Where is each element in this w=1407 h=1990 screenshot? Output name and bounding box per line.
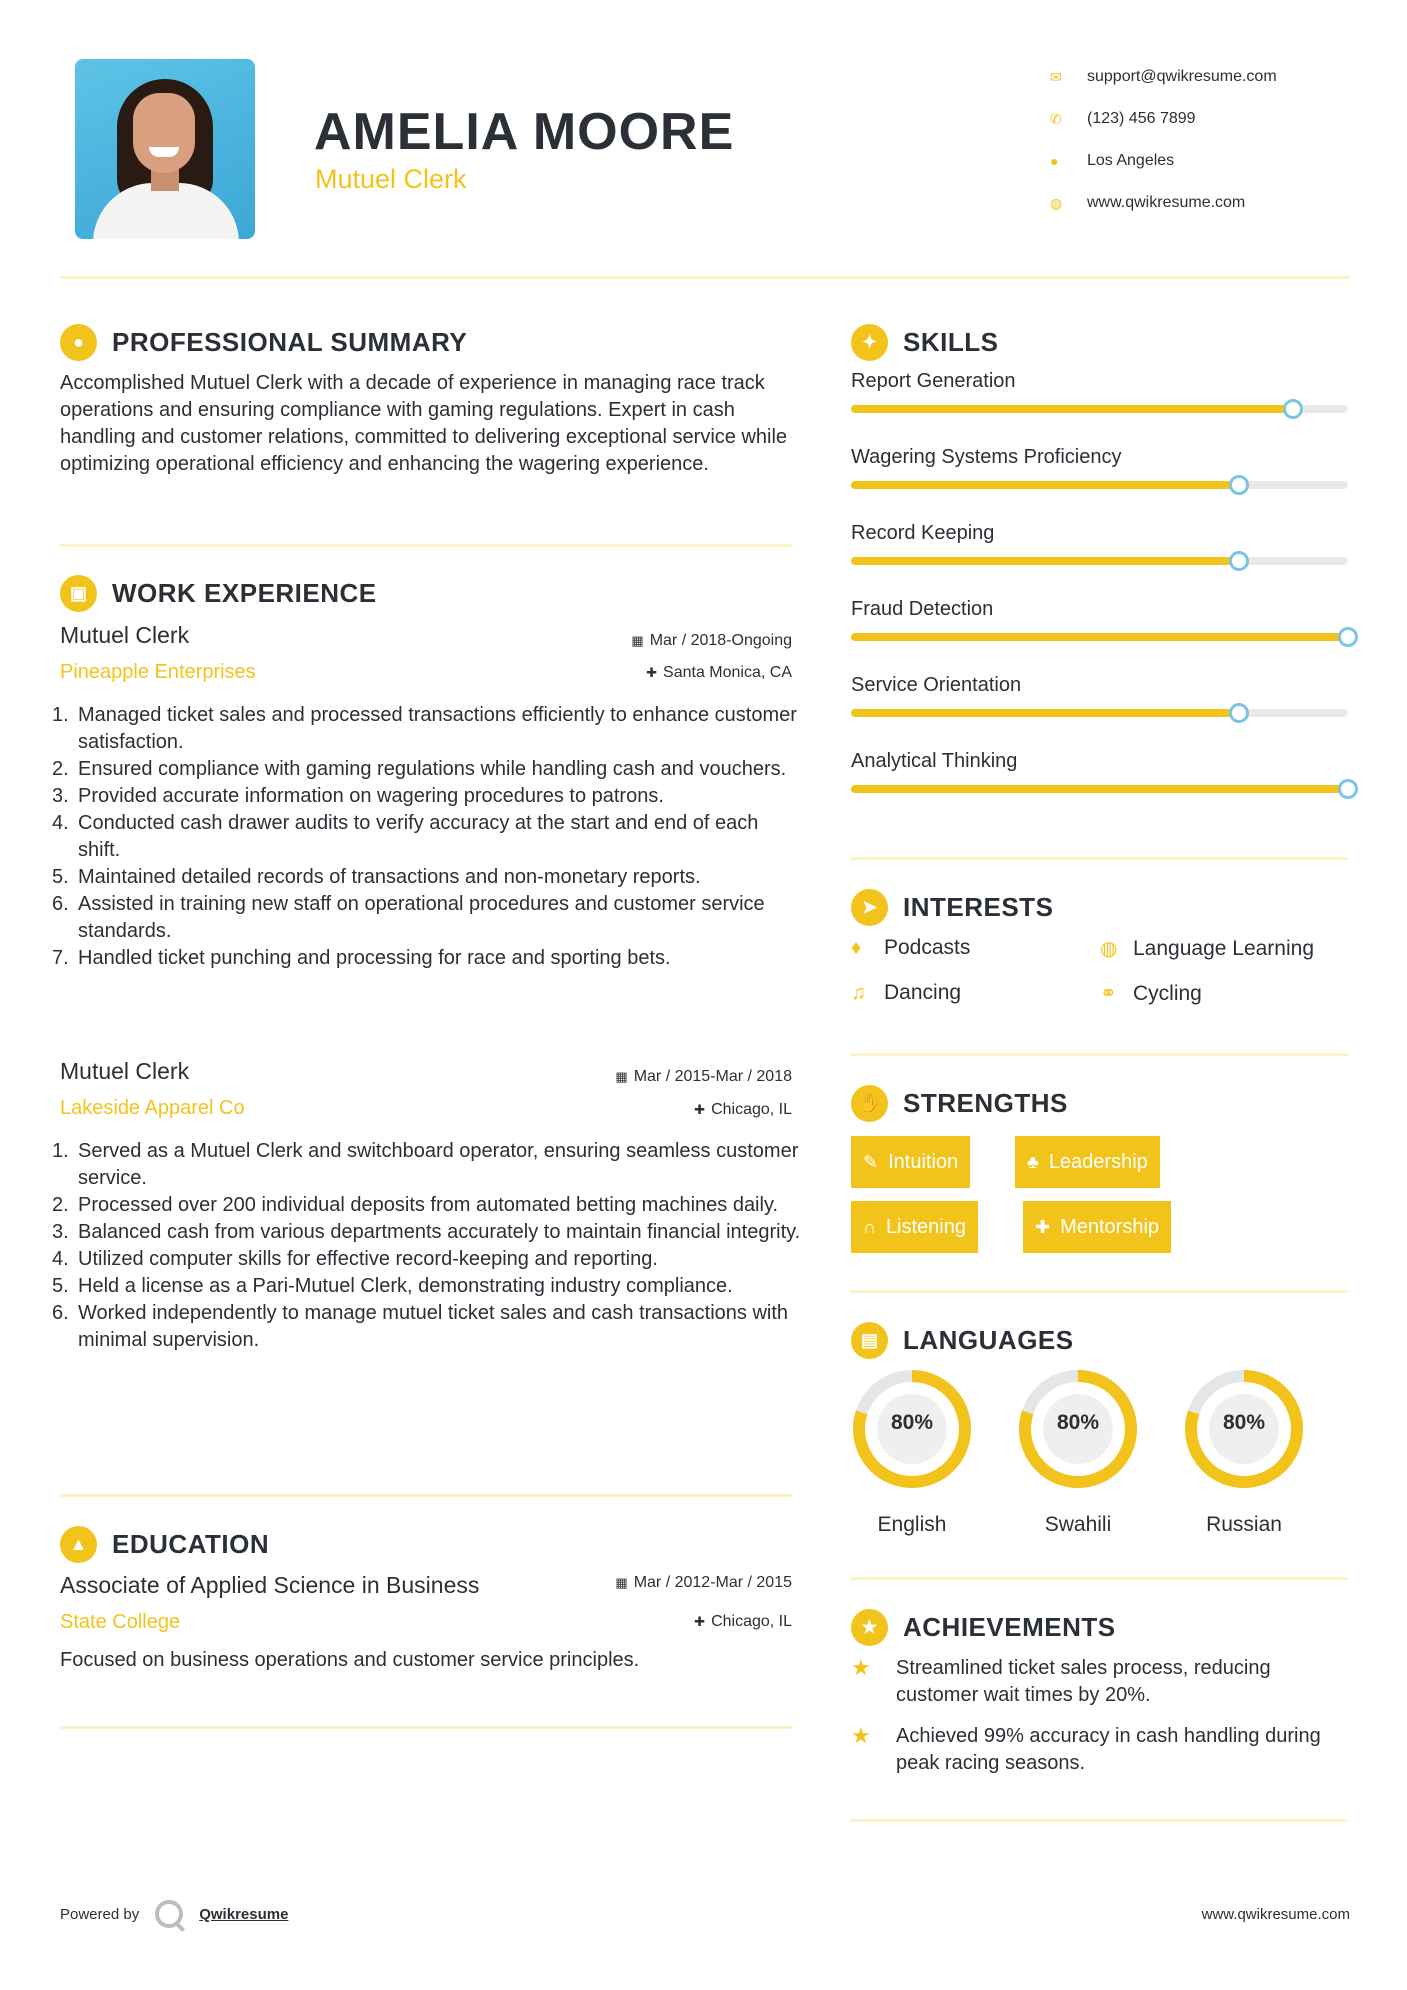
list-item: 3. Balanced cash from various departments accurately to maintain financial integrity. (52, 1221, 801, 1243)
job-1-location (646, 664, 792, 682)
magic-wand-icon: ✎ (863, 1151, 879, 1172)
user-plus-icon: ✚ (1035, 1216, 1051, 1237)
strength-label: Intuition (888, 1150, 959, 1173)
skill-bar-fill (851, 557, 1239, 565)
list-item: 5. Maintained detailed records of transactions and non-monetary reports. (52, 866, 701, 888)
calendar-icon: ▦ (615, 1069, 628, 1084)
experience-heading (60, 575, 377, 612)
contact-phone-text: (123) 456 7899 (1087, 110, 1196, 127)
skill-level-knob (1338, 627, 1358, 647)
job-2-date (615, 1068, 792, 1086)
skill-item (851, 598, 1351, 621)
job-1-date-text: Mar / 2018-Ongoing (649, 632, 792, 649)
briefcase-icon: ▣ (60, 575, 97, 612)
list-item: 6. Assisted in training new staff on operational procedures and customer service standards. (52, 893, 765, 942)
achievement-item (851, 1655, 1351, 1709)
job-1-duties (52, 702, 805, 972)
language-name: Swahili (1044, 1513, 1112, 1536)
strengths-heading (851, 1085, 1068, 1122)
skill-level-knob (1229, 475, 1249, 495)
education-date (615, 1574, 792, 1592)
language-card-icon: ▤ (851, 1322, 888, 1359)
footer-powered-by (60, 1900, 288, 1928)
interest-item (1100, 981, 1202, 1006)
skill-bar-track (851, 557, 1348, 565)
achievements-divider (851, 1819, 1348, 1822)
education-heading (60, 1526, 269, 1563)
language-item (851, 1368, 973, 1536)
language-item (1017, 1368, 1139, 1536)
job-1-date (631, 632, 792, 650)
education-school: State College (60, 1611, 181, 1633)
education-divider (60, 1726, 792, 1729)
language-name: English (877, 1513, 947, 1536)
strength-label: Listening (885, 1215, 966, 1238)
interest-label: Podcasts (884, 936, 971, 959)
pin-icon: ✚ (646, 665, 658, 680)
education-description: Focused on business operations and customer service principles. (60, 1649, 640, 1671)
footer-website-link[interactable]: www.qwikresume.com (1201, 1906, 1350, 1923)
skill-label: Record Keeping (851, 522, 995, 544)
map-marker-icon: ● (1050, 153, 1059, 169)
header-divider (60, 276, 1350, 279)
education-degree: Associate of Applied Science in Business (60, 1572, 480, 1598)
language-percent: 80% (1056, 1411, 1100, 1434)
contact-location-text: Los Angeles (1087, 152, 1175, 169)
skill-label: Service Orientation (851, 674, 1022, 696)
languages-title: LANGUAGES (903, 1325, 1074, 1355)
powered-by-text: Powered by (60, 1905, 140, 1923)
skill-bar-fill (851, 633, 1348, 641)
education-location (694, 1613, 792, 1631)
contact-website-text: www.qwikresume.com (1087, 194, 1246, 211)
skill-item (851, 750, 1351, 773)
contact-website[interactable] (1050, 182, 1350, 224)
music-note-icon: ♫ (851, 981, 866, 1004)
list-item: 1. Served as a Mutuel Clerk and switchboard operator, ensuring seamless customer service. (52, 1140, 799, 1189)
interests-divider (851, 1053, 1348, 1056)
skill-item (851, 446, 1351, 469)
pin-icon: ✚ (694, 1102, 706, 1117)
achievement-text: Streamlined ticket sales process, reducing customer wait times by 20%. (896, 1657, 1271, 1706)
skills-title: SKILLS (903, 327, 999, 357)
qwikresume-logo-icon (155, 1900, 183, 1928)
skill-bar-fill (851, 405, 1293, 413)
achievement-text: Achieved 99% accuracy in cash handling during peak racing seasons. (896, 1725, 1321, 1774)
job-1-location-text: Santa Monica, CA (663, 664, 792, 681)
summary-heading (60, 324, 467, 361)
headphones-icon: ∩ (863, 1216, 876, 1237)
interest-item (1100, 936, 1314, 961)
star-icon: ★ (851, 1655, 871, 1680)
interests-heading (851, 889, 1053, 926)
languages-divider (851, 1577, 1348, 1580)
strength-chip (1023, 1201, 1171, 1253)
pin-icon: ✚ (694, 1614, 706, 1629)
globe-icon: ◍ (1050, 194, 1063, 211)
strength-chip (851, 1136, 970, 1188)
strength-label: Leadership (1048, 1150, 1148, 1173)
skill-level-knob (1283, 399, 1303, 419)
skill-label: Report Generation (851, 370, 1016, 392)
strength-label: Mentorship (1060, 1215, 1160, 1238)
list-item: 5. Held a license as a Pari-Mutuel Clerk, demonstrating industry compliance. (52, 1275, 733, 1297)
skill-level-knob (1229, 551, 1249, 571)
education-location-text: Chicago, IL (711, 1613, 792, 1630)
skills-heading (851, 324, 998, 361)
paper-plane-icon: ➤ (851, 889, 888, 926)
list-item: 4. Conducted cash drawer audits to verify accuracy at the start and end of each shift. (52, 812, 759, 861)
job-2-duties (52, 1138, 805, 1354)
list-item: 2. Processed over 200 individual deposits from automated betting machines daily. (52, 1194, 779, 1216)
trophy-icon: ★ (851, 1609, 888, 1646)
language-percent: 80% (1222, 1411, 1266, 1434)
contact-list (1050, 56, 1350, 224)
job-1-title: Mutuel Clerk (60, 622, 190, 648)
strengths-divider (851, 1290, 1348, 1293)
skill-label: Wagering Systems Proficiency (851, 446, 1122, 468)
list-item: 7. Handled ticket punching and processing for race and sporting bets. (52, 947, 671, 969)
skill-level-knob (1338, 779, 1358, 799)
contact-email[interactable] (1050, 56, 1350, 98)
skill-bar-track (851, 405, 1348, 413)
summary-text: Accomplished Mutuel Clerk with a decade of experience in managing race track operations and ensuring compliance with gaming regulations. Expert in cash handling and customer relations, committed to delivering exceptional service while optimizing operational efficiency and enhancing the wagering experience. (60, 372, 788, 475)
qwikresume-link[interactable]: Qwikresume (199, 1905, 289, 1923)
skill-bar-track (851, 481, 1348, 489)
skills-divider (851, 857, 1348, 860)
job-2-location (694, 1101, 792, 1119)
strengths-title: STRENGTHS (903, 1088, 1068, 1118)
skill-bar-track (851, 785, 1348, 793)
job-2-company: Lakeside Apparel Co (60, 1097, 245, 1119)
experience-divider (60, 1494, 792, 1497)
skill-item (851, 370, 1351, 393)
job-2-date-text: Mar / 2015-Mar / 2018 (633, 1068, 792, 1085)
skill-bar-track (851, 709, 1348, 717)
candidate-name: AMELIA MOORE (314, 103, 735, 161)
user-icon: ● (60, 324, 97, 361)
interest-label: Cycling (1133, 981, 1202, 1005)
calendar-icon: ▦ (631, 633, 644, 648)
list-item: 4. Utilized computer skills for effective record-keeping and reporting. (52, 1248, 658, 1270)
list-item: 2. Ensured compliance with gaming regulations while handling cash and vouchers. (52, 758, 787, 780)
skill-label: Analytical Thinking (851, 750, 1018, 772)
skill-bar-track (851, 633, 1348, 641)
summary-divider (60, 544, 792, 547)
language-name: Russian (1206, 1513, 1282, 1536)
experience-title: WORK EXPERIENCE (112, 578, 377, 608)
job-1-company: Pineapple Enterprises (60, 661, 256, 683)
profile-photo (75, 59, 255, 239)
language-percent: 80% (890, 1411, 934, 1434)
list-item: 1. Managed ticket sales and processed transactions efficiently to enhance customer satisfaction. (52, 704, 797, 753)
education-title: EDUCATION (112, 1529, 270, 1559)
envelope-icon: ✉ (1050, 68, 1062, 85)
achievements-heading (851, 1609, 1116, 1646)
interest-label: Language Learning (1133, 936, 1315, 960)
phone-icon: ✆ (1050, 110, 1062, 127)
interest-item (851, 936, 970, 960)
strength-chip (851, 1201, 978, 1253)
skill-bar-fill (851, 709, 1239, 717)
strength-chip (1015, 1136, 1160, 1188)
job-2-title: Mutuel Clerk (60, 1058, 190, 1084)
contact-location (1050, 140, 1350, 182)
microphone-icon: ♦ (851, 936, 862, 959)
contact-phone[interactable] (1050, 98, 1350, 140)
graduation-icon: ▲ (60, 1526, 97, 1563)
list-item: 6. Worked independently to manage mutuel ticket sales and cash transactions with minimal supervision. (52, 1302, 789, 1351)
languages-heading (851, 1322, 1074, 1359)
skill-bar-fill (851, 481, 1239, 489)
interest-label: Dancing (884, 981, 962, 1004)
calendar-icon: ▦ (615, 1575, 628, 1590)
star-icon: ★ (851, 1723, 871, 1748)
interests-title: INTERESTS (903, 892, 1054, 922)
list-item: 3. Provided accurate information on wagering procedures to patrons. (52, 785, 664, 807)
skill-bar-fill (851, 785, 1348, 793)
lightbulb-icon: ✦ (851, 324, 888, 361)
contact-email-text: support@qwikresume.com (1087, 68, 1277, 85)
bicycle-icon: ⚭ (1100, 983, 1117, 1005)
achievements-title: ACHIEVEMENTS (903, 1612, 1116, 1642)
skill-level-knob (1229, 703, 1249, 723)
achievement-item (851, 1723, 1351, 1777)
skill-item (851, 674, 1351, 697)
summary-title: PROFESSIONAL SUMMARY (112, 327, 468, 357)
globe-icon: ◍ (1100, 938, 1118, 960)
job-2-location-text: Chicago, IL (711, 1101, 792, 1118)
education-date-text: Mar / 2012-Mar / 2015 (633, 1574, 792, 1591)
language-item (1183, 1368, 1305, 1536)
skill-label: Fraud Detection (851, 598, 994, 620)
interest-item (851, 981, 961, 1005)
hand-icon: ✋ (851, 1085, 888, 1122)
candidate-role: Mutuel Clerk (315, 164, 467, 194)
group-icon: ♣ (1027, 1151, 1039, 1172)
skill-item (851, 522, 1351, 545)
